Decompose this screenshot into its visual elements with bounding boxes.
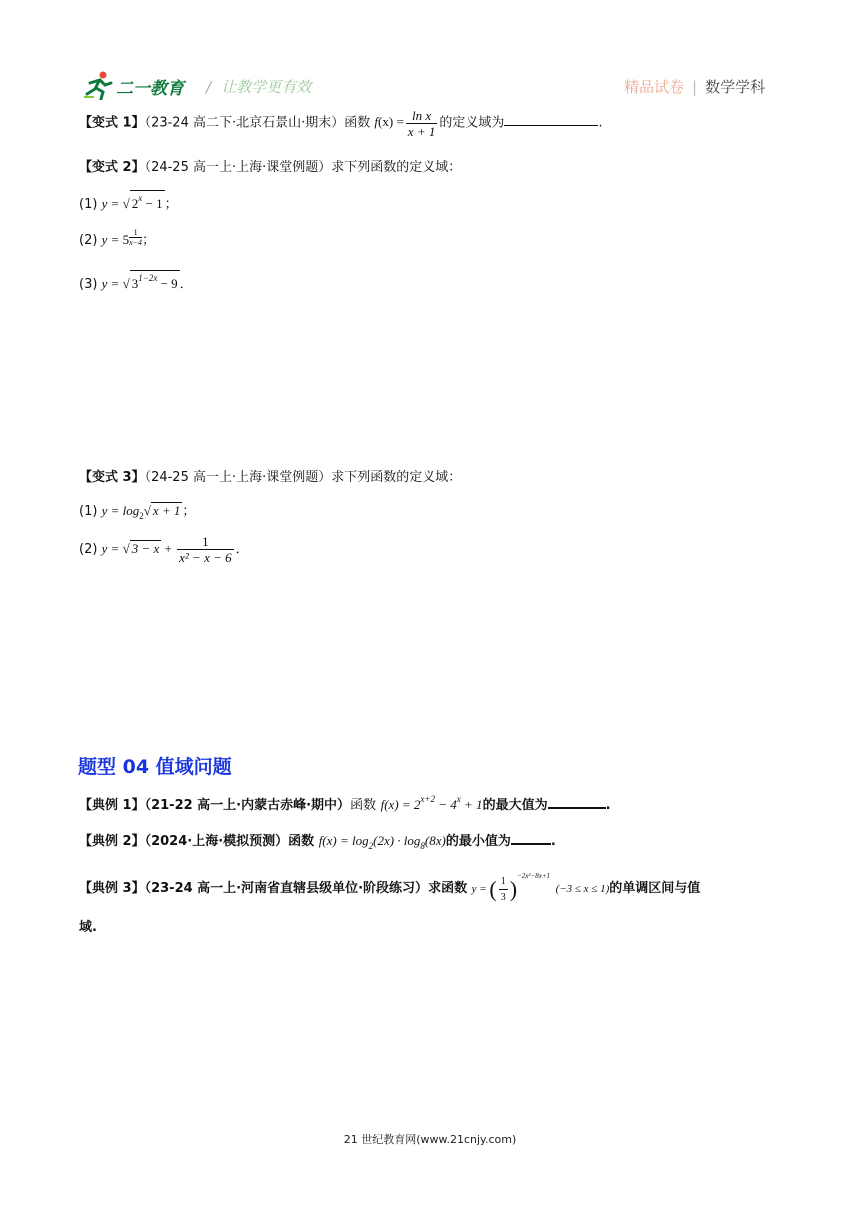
example-3: 【典例 3】（23-24 高一上·河南省直辖县级单位·阶段练习）求函数 y = ( $\frac{1}{3}$ )$^{-2x^2-8x+1}$ (−3 ≤ x ≤ 1)的单调区间与值 <box>79 872 701 903</box>
variant-3-item-1: (1) $y = \log_2√$ x + 1 ； <box>79 503 196 521</box>
example-1: 【典例 1】（21-22 高一上·内蒙古赤峰·期中）函数 $f(x) = 2^{x+2} - 4^x + 1$的最大值为 . <box>79 794 611 813</box>
variant-3-text: 求下列函数的定义域： <box>331 470 462 485</box>
variant-1-tail: 的定义域为 <box>439 115 505 131</box>
answer-blank <box>511 831 551 845</box>
variant-1-formula: f(x) = $\frac{\text{ln x}}{x + 1}$ <box>374 108 436 139</box>
variant-1-source: （23-24 高二下·北京石景山·期末） <box>144 115 345 131</box>
example-3-source: （23-24 高一上·河南省直辖县级单位·阶段练习） <box>144 881 429 896</box>
page-footer: 21 世纪教育网(www.21cnjy.com) <box>343 1133 517 1146</box>
example-2-formula: $f(x) = \log_2(2x) \cdot \log_8(8x)$ <box>318 833 446 851</box>
example-1-formula: $f(x) = 2^{x+2} - 4^x + 1$ <box>380 794 483 812</box>
example-1-source: （21-22 高一上·内蒙古赤峰·期中） <box>144 798 351 813</box>
variant-3-source: （24-25 高一上·上海·课堂例题） <box>144 470 332 485</box>
variant-2-source: （24-25 高一上·上海·课堂例题） <box>144 160 332 175</box>
example-3-label: 【典例 3】 <box>79 881 145 896</box>
variant-3-item-2: (2) y = √ 3 − x + $\frac{1}{\text{x² − x − 6}}$ ． <box>79 534 249 565</box>
variant-2-item-3: (3) y = √ $3^{1-2x} - 9$ ． <box>79 270 193 292</box>
brand-name: 二一教育 <box>116 79 184 99</box>
tag-subject: 数学学科 <box>705 78 766 96</box>
runner-icon <box>82 70 114 100</box>
variant-2-item-2: (2) y = 5 $\frac{1}{x-4}$ ； <box>79 228 156 248</box>
variant-1-label: 【变式 1】 <box>79 115 145 131</box>
brand-logo <box>82 70 194 102</box>
slogan-text: 让教学更有效 <box>221 78 312 96</box>
variant-2-text: 求下列函数的定义域： <box>331 160 462 175</box>
answer-blank <box>504 113 598 126</box>
header-slogan <box>206 76 311 97</box>
tag-divider: | <box>692 78 698 96</box>
variant-2-item-1: (1) y = √ $2^x - 1$ ； <box>79 190 178 212</box>
variant-1: 【变式 1】（23-24 高二下·北京石景山·期末）函数 f(x) = $\frac{\text{ln x}}{x + 1}$ 的定义域为 . <box>79 108 603 139</box>
example-2-source: （2024·上海·模拟预测） <box>144 834 289 849</box>
example-2-label: 【典例 2】 <box>79 834 145 849</box>
header-tags <box>624 76 765 97</box>
variant-3 <box>79 466 461 485</box>
tag-premium: 精品试卷 <box>624 78 685 96</box>
variant-2 <box>79 156 461 175</box>
variant-1-text: 函数 <box>344 115 371 131</box>
example-1-label: 【典例 1】 <box>79 798 145 813</box>
example-3-wrap: 域. <box>79 920 97 935</box>
section-title: 题型 04 值域问题 <box>78 756 232 778</box>
answer-blank <box>548 795 606 809</box>
variant-2-label: 【变式 2】 <box>79 160 145 175</box>
header-separator: / <box>206 78 212 96</box>
variant-3-label: 【变式 3】 <box>79 470 145 485</box>
example-2: 【典例 2】（2024·上海·模拟预测）函数 $f(x) = \log_2(2x) \cdot \log_8(8x)$的最小值为 . <box>79 833 556 851</box>
example-3-formula: y = ( $\frac{1}{3}$ )$^{-2x^2-8x+1}$ (−3 ≤ x ≤ 1) <box>471 872 610 903</box>
